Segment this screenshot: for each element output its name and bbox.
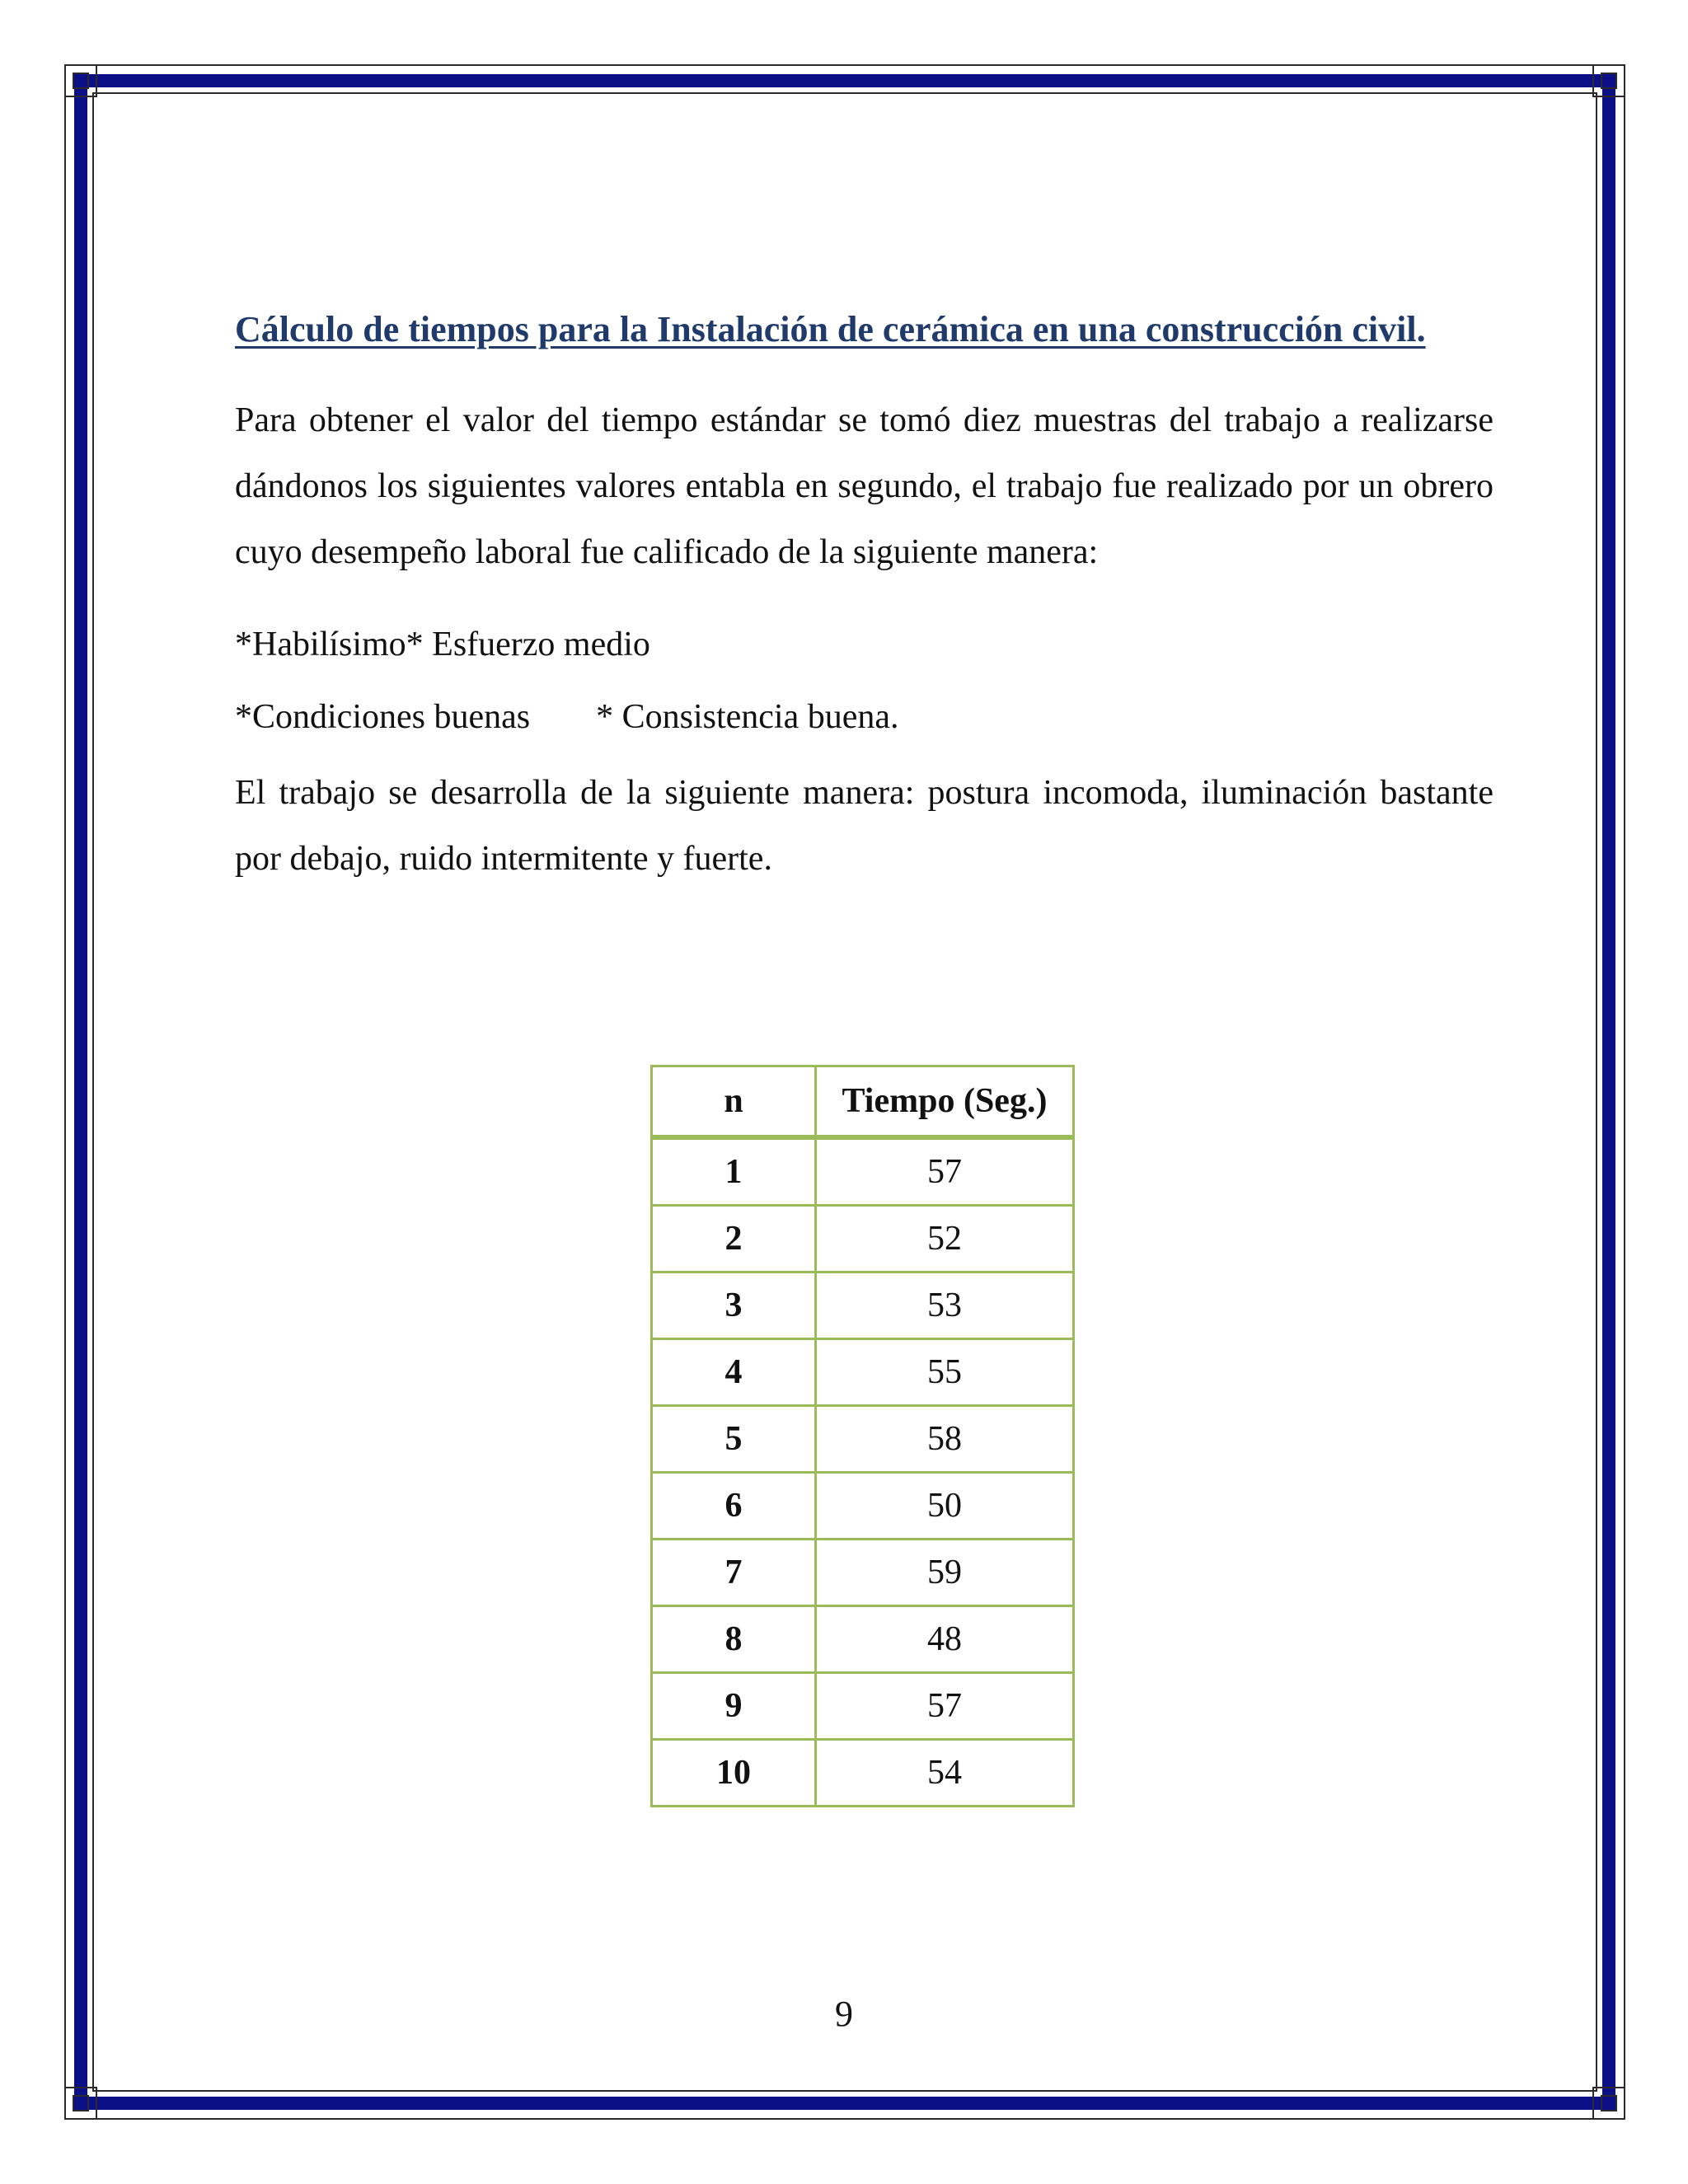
intro-paragraph: Para obtener el valor del tiempo estándar se tomó diez muestras del trabajo a realizarse dándonos los siguientes valores entabla en segundo, el trabajo fue realizado por un obrero cuyo desempeño laboral fue calificado de la siguiente manera:: [235, 401, 1493, 571]
table-row: [652, 1606, 1074, 1673]
cell-tiempo: 59: [816, 1540, 1074, 1606]
rating-conditions: *Condiciones buenas: [235, 698, 531, 736]
cell-n: 5: [652, 1406, 816, 1473]
table-row: [652, 1137, 1074, 1206]
header-n: n: [652, 1066, 816, 1138]
cell-tiempo: 52: [816, 1206, 1074, 1272]
border-corner-bottom-left: [64, 2087, 97, 2120]
table-row: [652, 1673, 1074, 1740]
border-corner-top-right: [1592, 64, 1625, 97]
rating-line-2: [235, 691, 1493, 743]
header-tiempo: Tiempo (Seg.): [816, 1066, 1074, 1138]
cell-n: 6: [652, 1473, 816, 1540]
table-row: [652, 1740, 1074, 1807]
cell-tiempo: 58: [816, 1406, 1074, 1473]
table-header-row: [652, 1066, 1074, 1138]
table-row: [652, 1406, 1074, 1473]
rating-consistency: * Consistencia buena.: [596, 698, 899, 736]
table-row: [652, 1272, 1074, 1339]
document-title: Cálculo de tiempos para la Instalación de cerámica en una construcción civil.: [235, 309, 1426, 349]
table-row: [652, 1473, 1074, 1540]
time-samples-table: [650, 1065, 1075, 1807]
cell-n: 7: [652, 1540, 816, 1606]
cell-n: 2: [652, 1206, 816, 1272]
conditions-paragraph: El trabajo se desarrolla de la siguiente manera: postura incomoda, iluminación bastante por debajo, ruido intermitente y fuerte.: [235, 774, 1493, 878]
cell-tiempo: 57: [816, 1673, 1074, 1740]
cell-tiempo: 54: [816, 1740, 1074, 1807]
border-corner-bottom-right: [1592, 2087, 1625, 2120]
cell-n: 1: [652, 1137, 816, 1206]
cell-n: 3: [652, 1272, 816, 1339]
border-corner-top-left: [64, 64, 97, 97]
cell-n: 8: [652, 1606, 816, 1673]
table-row: [652, 1339, 1074, 1406]
table-row: [652, 1206, 1074, 1272]
cell-tiempo: 55: [816, 1339, 1074, 1406]
cell-tiempo: 53: [816, 1272, 1074, 1339]
cell-tiempo: 50: [816, 1473, 1074, 1540]
cell-tiempo: 57: [816, 1137, 1074, 1206]
rating-line-1: *Habilísimo* Esfuerzo medio: [235, 626, 650, 663]
cell-n: 9: [652, 1673, 816, 1740]
document-body: [235, 297, 1493, 892]
table-row: [652, 1540, 1074, 1606]
cell-tiempo: 48: [816, 1606, 1074, 1673]
page-number: 9: [835, 1994, 853, 2034]
cell-n: 4: [652, 1339, 816, 1406]
cell-n: 10: [652, 1740, 816, 1807]
